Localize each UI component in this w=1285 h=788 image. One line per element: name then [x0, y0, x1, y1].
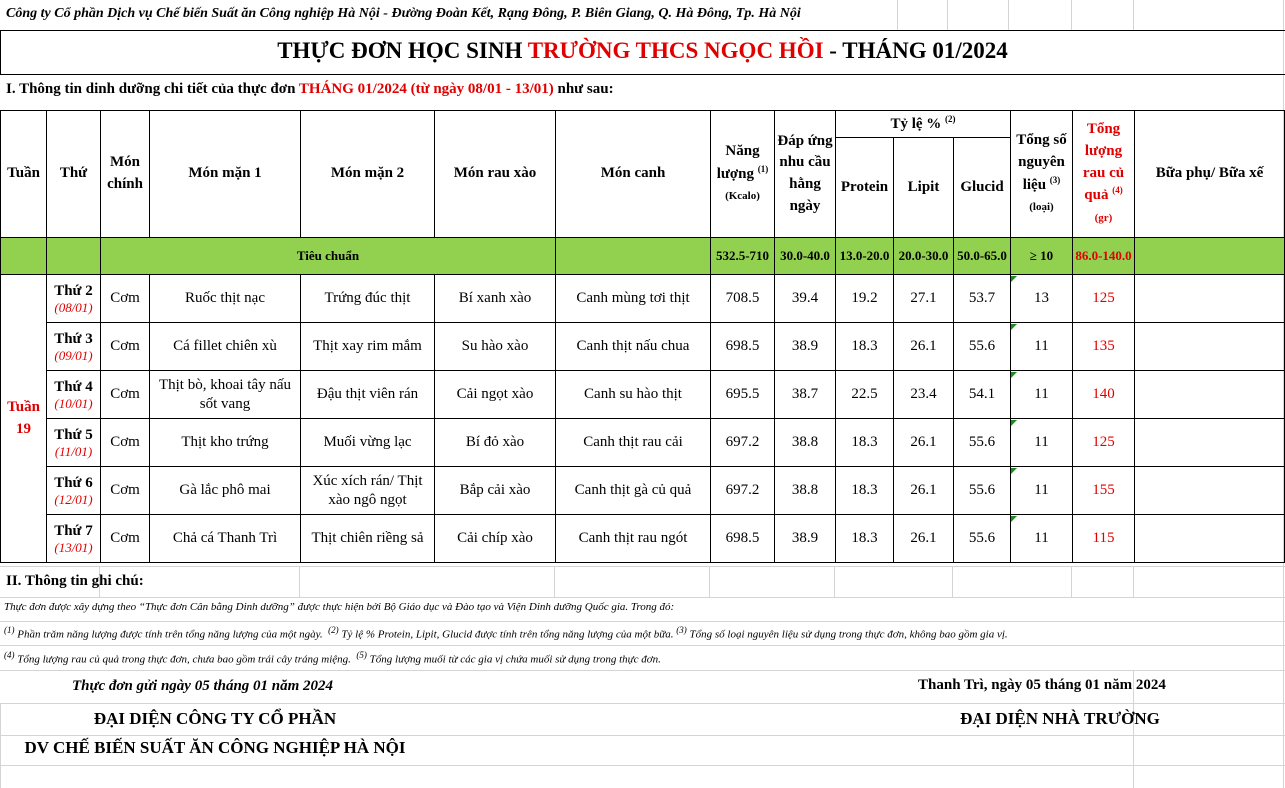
standard-veg-total: 86.0-140.0 — [1073, 238, 1135, 275]
table-row — [1, 515, 1285, 563]
row-day — [47, 371, 101, 419]
standard-soup — [556, 238, 711, 275]
row-day-label: Thứ 6 — [54, 474, 93, 491]
row-lipit: 26.1 — [894, 467, 954, 515]
row-glucid: 53.7 — [954, 275, 1011, 323]
row-snack — [1135, 275, 1285, 323]
comment-marker-icon — [1011, 276, 1017, 282]
standard-energy: 532.5-710 — [711, 238, 775, 275]
row-glucid: 54.1 — [954, 371, 1011, 419]
row-veg-total: 135 — [1073, 323, 1135, 371]
header-week: Tuần — [1, 111, 47, 238]
row-daily: 38.8 — [775, 467, 836, 515]
row-protein: 18.3 — [836, 515, 894, 563]
row-veg-total: 140 — [1073, 371, 1135, 419]
title-part1: THỰC ĐƠN HỌC SINH — [277, 38, 528, 63]
company-header: Công ty Cổ phần Dịch vụ Chế biến Suất ăn Công nghiệp Hà Nội - Đường Đoàn Kết, Rạng Đông, P. Biên Giang, Q. Hà Đông, Tp. Hà Nội — [6, 6, 801, 21]
header-ingredients — [1011, 111, 1073, 238]
header-energy-unit: (Kcalo) — [725, 190, 760, 203]
standard-row — [1, 238, 1285, 275]
row-veg-total: 155 — [1073, 467, 1135, 515]
note-2: Tỷ lệ % Protein, Lipit, Glucid được tính trên tổng năng lượng của một bữa. — [338, 628, 674, 641]
row-protein: 18.3 — [836, 467, 894, 515]
comment-marker-icon — [1011, 324, 1017, 330]
school-rep: ĐẠI DIỆN NHÀ TRƯỜNG — [960, 709, 1160, 728]
standard-daily: 30.0-40.0 — [775, 238, 836, 275]
header-glucid: Glucid — [954, 138, 1011, 238]
note-1-sup: (1) — [4, 625, 15, 635]
row-ingredients: 11 — [1011, 515, 1073, 563]
title-border-bottom — [0, 74, 1285, 75]
row-savory-2: Đậu thịt viên rán — [301, 371, 435, 419]
row-daily: 38.8 — [775, 419, 836, 467]
row-ingredients: 11 — [1011, 323, 1073, 371]
header-snack: Bữa phụ/ Bữa xế — [1135, 111, 1285, 238]
row-savory-1: Thịt kho trứng — [150, 419, 301, 467]
comment-marker-icon — [1011, 516, 1017, 522]
row-protein: 19.2 — [836, 275, 894, 323]
company-rep-line-1: ĐẠI DIỆN CÔNG TY CỔ PHẦN — [93, 709, 337, 728]
row-energy: 697.2 — [711, 467, 775, 515]
header-soup: Món canh — [556, 111, 711, 238]
note-4-sup: (4) — [4, 650, 15, 660]
header-savory-2: Món mặn 2 — [301, 111, 435, 238]
row-main: Cơm — [101, 515, 150, 563]
row-day — [47, 515, 101, 563]
table-row — [1, 275, 1285, 323]
row-snack — [1135, 467, 1285, 515]
note-1: Phần trăm năng lượng được tính trên tổng năng lượng của một ngày. — [14, 628, 323, 641]
note-5: Tổng lượng muối từ các gia vị chứa muối sử dụng trong thực đơn. — [366, 653, 661, 666]
title-part2: - THÁNG 01/2024 — [823, 38, 1008, 63]
row-main: Cơm — [101, 419, 150, 467]
row-ingredients: 11 — [1011, 371, 1073, 419]
row-main: Cơm — [101, 275, 150, 323]
row-veg: Bắp cải xào — [435, 467, 556, 515]
row-soup: Canh thịt gà củ quả — [556, 467, 711, 515]
note-2-sup: (2) — [328, 625, 339, 635]
row-glucid: 55.6 — [954, 515, 1011, 563]
section-1-heading — [6, 81, 614, 98]
row-snack — [1135, 515, 1285, 563]
row-daily: 38.9 — [775, 323, 836, 371]
row-ingredients: 11 — [1011, 419, 1073, 467]
note-3: Tổng số loại nguyên liệu sử dụng trong thực đơn, không bao gồm gia vị. — [686, 628, 1008, 641]
row-savory-2: Thịt xay rim mắm — [301, 323, 435, 371]
header-veg: Món rau xào — [435, 111, 556, 238]
note-intro: Thực đơn được xây dựng theo “Thực đơn Cân bằng Dinh dưỡng” được thực hiện bởi Bộ Giáo dục và Đào tạo và Viện Dinh dưỡng Quốc gia. Trong đó: — [4, 601, 675, 613]
row-day — [47, 323, 101, 371]
row-savory-2: Trứng đúc thịt — [301, 275, 435, 323]
header-veg-total-label: Tổng lượng rau củ quả — [1082, 121, 1125, 204]
row-energy: 708.5 — [711, 275, 775, 323]
header-energy — [711, 111, 775, 238]
row-energy: 698.5 — [711, 515, 775, 563]
row-day-label: Thứ 3 — [54, 330, 93, 347]
row-date: (11/01) — [54, 443, 93, 459]
company-rep-line-2: DV CHẾ BIẾN SUẤT ĂN CÔNG NGHIỆP HÀ NỘI — [24, 738, 406, 757]
row-daily: 38.9 — [775, 515, 836, 563]
row-date: (12/01) — [54, 491, 93, 507]
header-veg-total-sup: (4) — [1112, 185, 1123, 196]
row-lipit: 23.4 — [894, 371, 954, 419]
row-lipit: 26.1 — [894, 419, 954, 467]
row-main: Cơm — [101, 371, 150, 419]
row-savory-2: Muối vừng lạc — [301, 419, 435, 467]
row-savory-1: Cá fillet chiên xù — [150, 323, 301, 371]
row-soup: Canh thịt nấu chua — [556, 323, 711, 371]
row-savory-2: Thịt chiên riềng sả — [301, 515, 435, 563]
row-ingredients: 13 — [1011, 275, 1073, 323]
place-date: Thanh Trì, ngày 05 tháng 01 năm 2024 — [918, 677, 1166, 693]
standard-glucid: 50.0-65.0 — [954, 238, 1011, 275]
sent-date: Thực đơn gửi ngày 05 tháng 01 năm 2024 — [72, 678, 334, 694]
row-veg: Bí đỏ xào — [435, 419, 556, 467]
header-ratio-sup: (2) — [945, 113, 956, 124]
row-savory-1: Gà lắc phô mai — [150, 467, 301, 515]
standard-protein: 13.0-20.0 — [836, 238, 894, 275]
header-ingredients-label: Tổng số nguyên liệu — [1016, 132, 1067, 193]
row-protein: 18.3 — [836, 323, 894, 371]
header-lipit: Lipit — [894, 138, 954, 238]
header-ingredients-unit: (loại) — [1029, 201, 1054, 214]
title-school: TRƯỜNG THCS NGỌC HỒI — [527, 38, 824, 63]
row-veg-total: 115 — [1073, 515, 1135, 563]
standard-week — [1, 238, 47, 275]
standard-snack — [1135, 238, 1285, 275]
row-lipit: 27.1 — [894, 275, 954, 323]
row-day — [47, 467, 101, 515]
row-day-label: Thứ 2 — [54, 282, 93, 299]
header-energy-sup: (1) — [757, 163, 769, 174]
row-date: (13/01) — [54, 539, 93, 555]
row-date: (09/01) — [54, 347, 93, 363]
row-savory-1: Thịt bò, khoai tây nấu sốt vang — [150, 371, 301, 419]
row-day-label: Thứ 4 — [54, 378, 93, 395]
section-1-highlight: THÁNG 01/2024 (từ ngày 08/01 - 13/01) — [298, 81, 554, 97]
row-veg: Cải chíp xào — [435, 515, 556, 563]
menu-table — [0, 110, 1285, 563]
standard-label: Tiêu chuẩn — [101, 238, 556, 275]
table-row — [1, 371, 1285, 419]
header-veg-total — [1073, 111, 1135, 238]
row-day-label: Thứ 7 — [54, 522, 93, 539]
header-ratio-label: Tỷ lệ % — [890, 115, 942, 132]
row-protein: 18.3 — [836, 419, 894, 467]
row-veg-total: 125 — [1073, 275, 1135, 323]
row-soup: Canh thịt rau cải — [556, 419, 711, 467]
row-snack — [1135, 371, 1285, 419]
row-lipit: 26.1 — [894, 515, 954, 563]
table-row — [1, 467, 1285, 515]
row-snack — [1135, 419, 1285, 467]
note-5-sup: (5) — [356, 650, 367, 660]
row-daily: 38.7 — [775, 371, 836, 419]
table-row — [1, 323, 1285, 371]
row-glucid: 55.6 — [954, 323, 1011, 371]
row-day — [47, 419, 101, 467]
header-main: Món chính — [101, 111, 150, 238]
header-veg-total-unit: (gr) — [1094, 212, 1113, 225]
note-4: Tổng lượng rau củ quả trong thực đơn, chưa bao gồm trái cây tráng miệng. — [14, 653, 351, 666]
comment-marker-icon — [1011, 420, 1017, 426]
row-main: Cơm — [101, 467, 150, 515]
row-snack — [1135, 323, 1285, 371]
comment-marker-icon — [1011, 372, 1017, 378]
table-row — [1, 419, 1285, 467]
row-day — [47, 275, 101, 323]
standard-lipit: 20.0-30.0 — [894, 238, 954, 275]
section-2-heading: II. Thông tin ghi chú: — [6, 573, 144, 589]
row-savory-1: Chả cá Thanh Trì — [150, 515, 301, 563]
row-protein: 22.5 — [836, 371, 894, 419]
standard-day — [47, 238, 101, 275]
row-energy: 695.5 — [711, 371, 775, 419]
row-veg: Cải ngọt xào — [435, 371, 556, 419]
section-1-pre: I. Thông tin dinh dưỡng chi tiết của thực đơn — [6, 81, 299, 97]
row-day-label: Thứ 5 — [54, 426, 93, 443]
row-lipit: 26.1 — [894, 323, 954, 371]
row-savory-1: Ruốc thịt nạc — [150, 275, 301, 323]
row-glucid: 55.6 — [954, 419, 1011, 467]
header-energy-label: Năng lượng — [716, 142, 760, 182]
notes-line-2 — [4, 650, 661, 666]
header-daily: Đáp ứng nhu cầu hằng ngày — [775, 111, 836, 238]
row-daily: 39.4 — [775, 275, 836, 323]
row-veg-total: 125 — [1073, 419, 1135, 467]
title-border-top — [0, 30, 1285, 31]
row-soup: Canh thịt rau ngót — [556, 515, 711, 563]
row-soup: Canh mùng tơi thịt — [556, 275, 711, 323]
row-glucid: 55.6 — [954, 467, 1011, 515]
row-date: (08/01) — [54, 299, 93, 315]
row-ingredients: 11 — [1011, 467, 1073, 515]
header-day: Thứ — [47, 111, 101, 238]
header-protein: Protein — [836, 138, 894, 238]
row-soup: Canh su hào thịt — [556, 371, 711, 419]
row-date: (10/01) — [54, 395, 93, 411]
row-veg: Su hào xào — [435, 323, 556, 371]
row-main: Cơm — [101, 323, 150, 371]
standard-ingredients: ≥ 10 — [1011, 238, 1073, 275]
page-title — [0, 38, 1285, 64]
row-energy: 697.2 — [711, 419, 775, 467]
section-1-post: như sau: — [553, 81, 614, 97]
notes-line-1 — [4, 625, 1008, 641]
header-ingredients-sup: (3) — [1049, 174, 1061, 185]
comment-marker-icon — [1011, 468, 1017, 474]
header-savory-1: Món mặn 1 — [150, 111, 301, 238]
row-savory-2: Xúc xích rán/ Thịt xào ngô ngọt — [301, 467, 435, 515]
header-ratio — [836, 111, 1011, 138]
row-veg: Bí xanh xào — [435, 275, 556, 323]
week-label: Tuần 19 — [1, 275, 47, 563]
note-3-sup: (3) — [676, 625, 687, 635]
row-energy: 698.5 — [711, 323, 775, 371]
